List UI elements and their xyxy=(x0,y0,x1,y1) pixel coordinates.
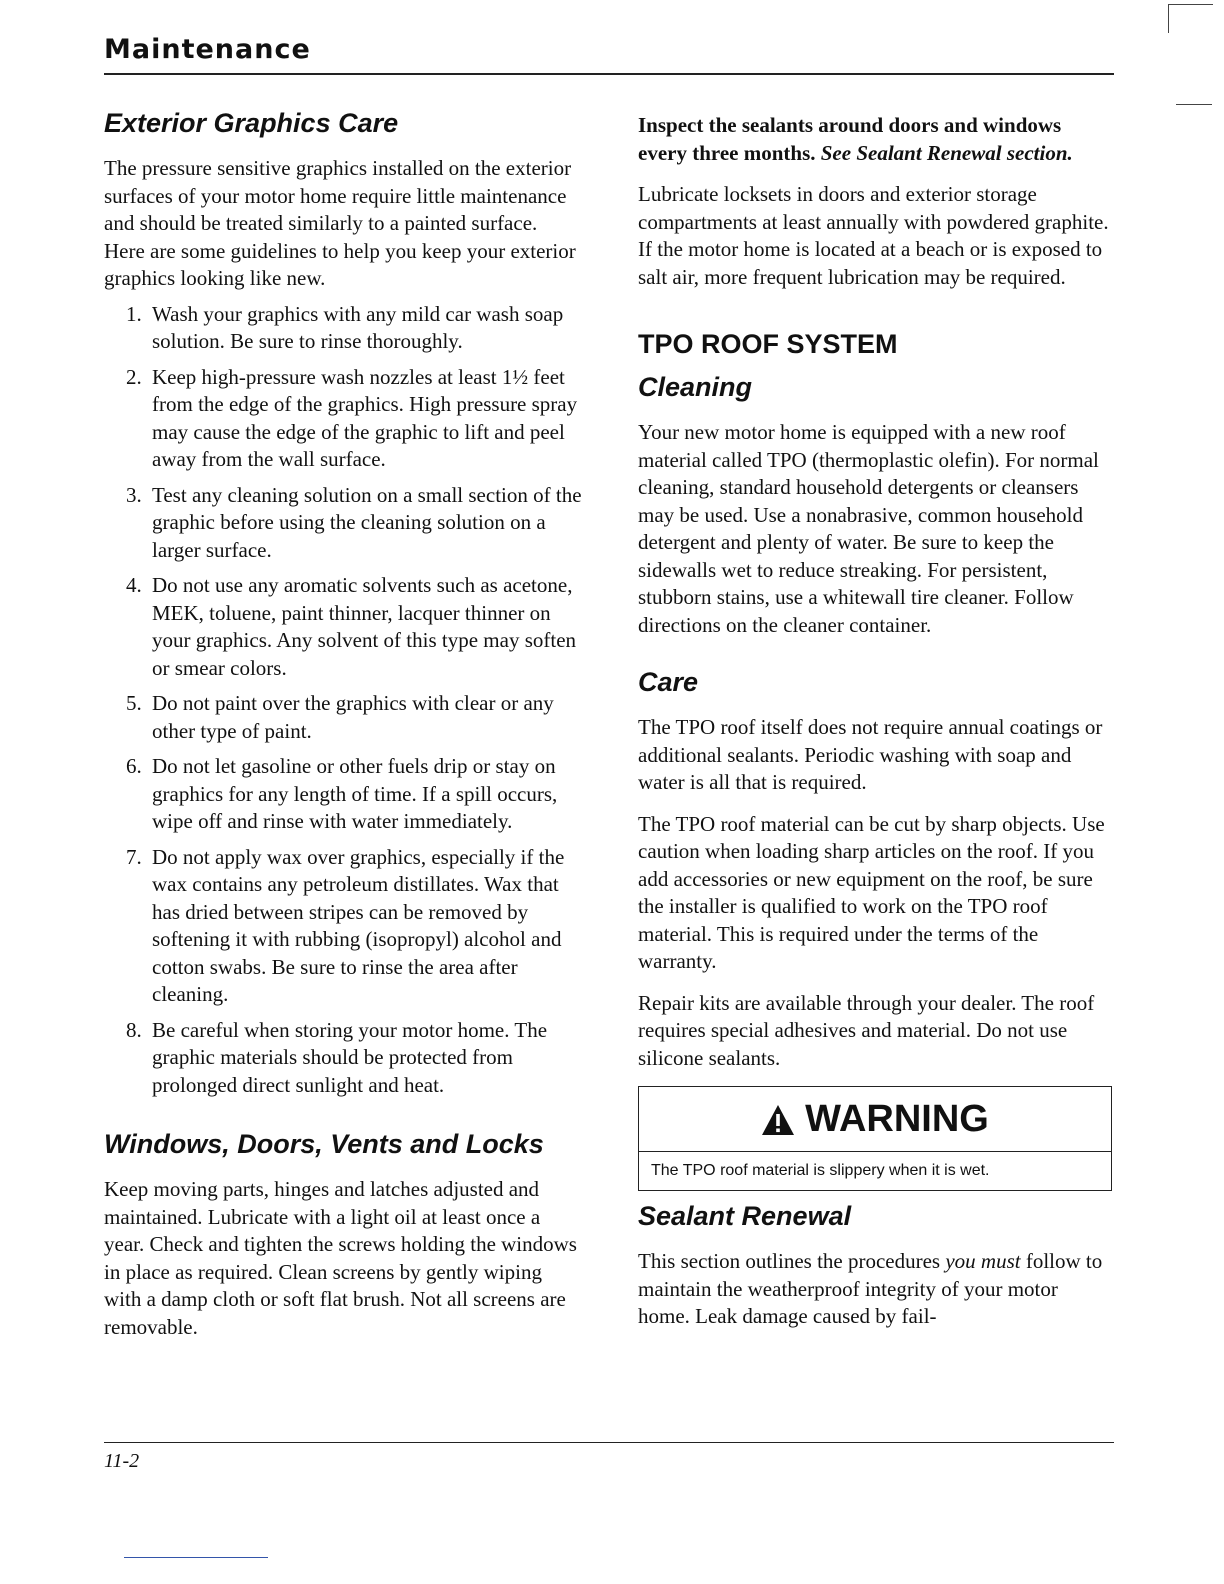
inspect-sealants-note: Inspect the sealants around doors and windows every three months. See Sealant Renewal section. xyxy=(638,113,1073,165)
footer-rule xyxy=(104,1442,1114,1443)
care-paragraph-2: The TPO roof material can be cut by sharp objects. Use caution when loading sharp articles on the roof. If you add accessories or new equipment on the roof, be sure the installer is qualified to work on the TPO roof material. This is required under the terms of the warranty. xyxy=(638,811,1105,973)
warning-box xyxy=(638,1086,1112,1191)
corner-crop-mark xyxy=(1168,4,1213,33)
list-item: 1. Wash your graphics with any mild car wash soap solution. Be sure to rinse thoroughly. xyxy=(126,301,564,353)
page-number: 11-2 xyxy=(104,1450,140,1472)
care-paragraph-1: The TPO roof itself does not require annual coatings or additional sealants. Periodic washing with soap and water is all that is required. xyxy=(638,715,1103,794)
header-rule xyxy=(104,73,1114,75)
list-item: 5. Do not paint over the graphics with clear or any other type of paint. xyxy=(126,691,554,743)
list-item: 2. Keep high-pressure wash nozzles at least 1½ feet from the edge of the graphics. High pressure spray may cause the edge of the graphic to lift and peel away from the wall surface. xyxy=(126,364,578,471)
bottom-edge-line xyxy=(124,1557,268,1558)
sealant-renewal-heading: Sealant Renewal xyxy=(638,1201,852,1231)
care-paragraph-3: Repair kits are available through your dealer. The roof requires special adhesives and material. Do not use silicone sealants. xyxy=(638,990,1095,1070)
cleaning-paragraph: Your new motor home is equipped with a new roof material called TPO (thermoplastic olefin). For normal cleaning, standard household detergents or cleansers may be used. Use a nonabrasive, common household detergent and plenty of water. Be sure to keep the sidewalls wet to reduce streaking. For persistent, stubborn stains, use a whitewall tire cleaner. Follow directions on the cleaner container. xyxy=(638,420,1099,637)
graphics-intro: The pressure sensitive graphics installed on the exterior surfaces of your motor home require little maintenance and should be treated similarly to a painted surface. Here are some guidelines to help you keep your exterior graphics looking like new. xyxy=(104,156,576,290)
care-heading: Care xyxy=(638,667,699,697)
windows-doors-heading: Windows, Doors, Vents and Locks xyxy=(104,1129,544,1159)
list-item: 8. Be careful when storing your motor home. The graphic materials should be protected from prolonged direct sunlight and heat. xyxy=(126,1017,548,1097)
tpo-roof-heading: TPO ROOF SYSTEM xyxy=(638,329,898,359)
list-item: 3. Test any cleaning solution on a small section of the graphic before using the cleaning solution on a larger surface. xyxy=(126,482,582,562)
list-item: 6. Do not let gasoline or other fuels drip or stay on graphics for any length of time. If a spill occurs, wipe off and rinse with water immediately. xyxy=(126,754,558,833)
left-column xyxy=(104,104,582,1341)
warning-message: The TPO roof material is slippery when it is wet. xyxy=(651,1162,990,1179)
list-item: 4. Do not use any aromatic solvents such as acetone, MEK, toluene, paint thinner, lacquer thinner on your graphics. Any solvent of this type may soften or smear colors. xyxy=(126,573,577,680)
page-header-title: Maintenance xyxy=(104,34,311,65)
windows-paragraph: Keep moving parts, hinges and latches adjusted and maintained. Lubricate with a light oil at least once a year. Check and tighten the screws holding the windows in place as required. Clean screens by gently wiping with a damp cloth or soft flat brush. Not all screens are removable. xyxy=(104,1177,577,1339)
warning-triangle-icon xyxy=(761,1103,795,1135)
exterior-graphics-heading: Exterior Graphics Care xyxy=(104,108,399,138)
list-item: 7. Do not apply wax over graphics, especially if the wax contains any petroleum distillates. Wax that has dried between stripes can be removed by softening it with rubbing (isopropyl) alcohol and cotton swabs. Be sure to rinse the area after cleaning. xyxy=(126,844,565,1006)
sealant-paragraph: This section outlines the procedures you must follow to maintain the weatherproof integrity of your motor home. Leak damage caused by fail- xyxy=(638,1249,1103,1328)
right-column xyxy=(638,104,1114,1331)
warning-label: WARNING xyxy=(805,1097,989,1140)
warning-header xyxy=(639,1087,1111,1152)
lubricate-paragraph: Lubricate locksets in doors and exterior storage compartments at least annually with powdered graphite. If the motor home is located at a beach or is exposed to salt air, more frequent lubrication may be required. xyxy=(638,182,1109,289)
cleaning-heading: Cleaning xyxy=(638,372,753,402)
graphics-steps-list xyxy=(104,301,582,1100)
margin-mark xyxy=(1176,104,1212,105)
